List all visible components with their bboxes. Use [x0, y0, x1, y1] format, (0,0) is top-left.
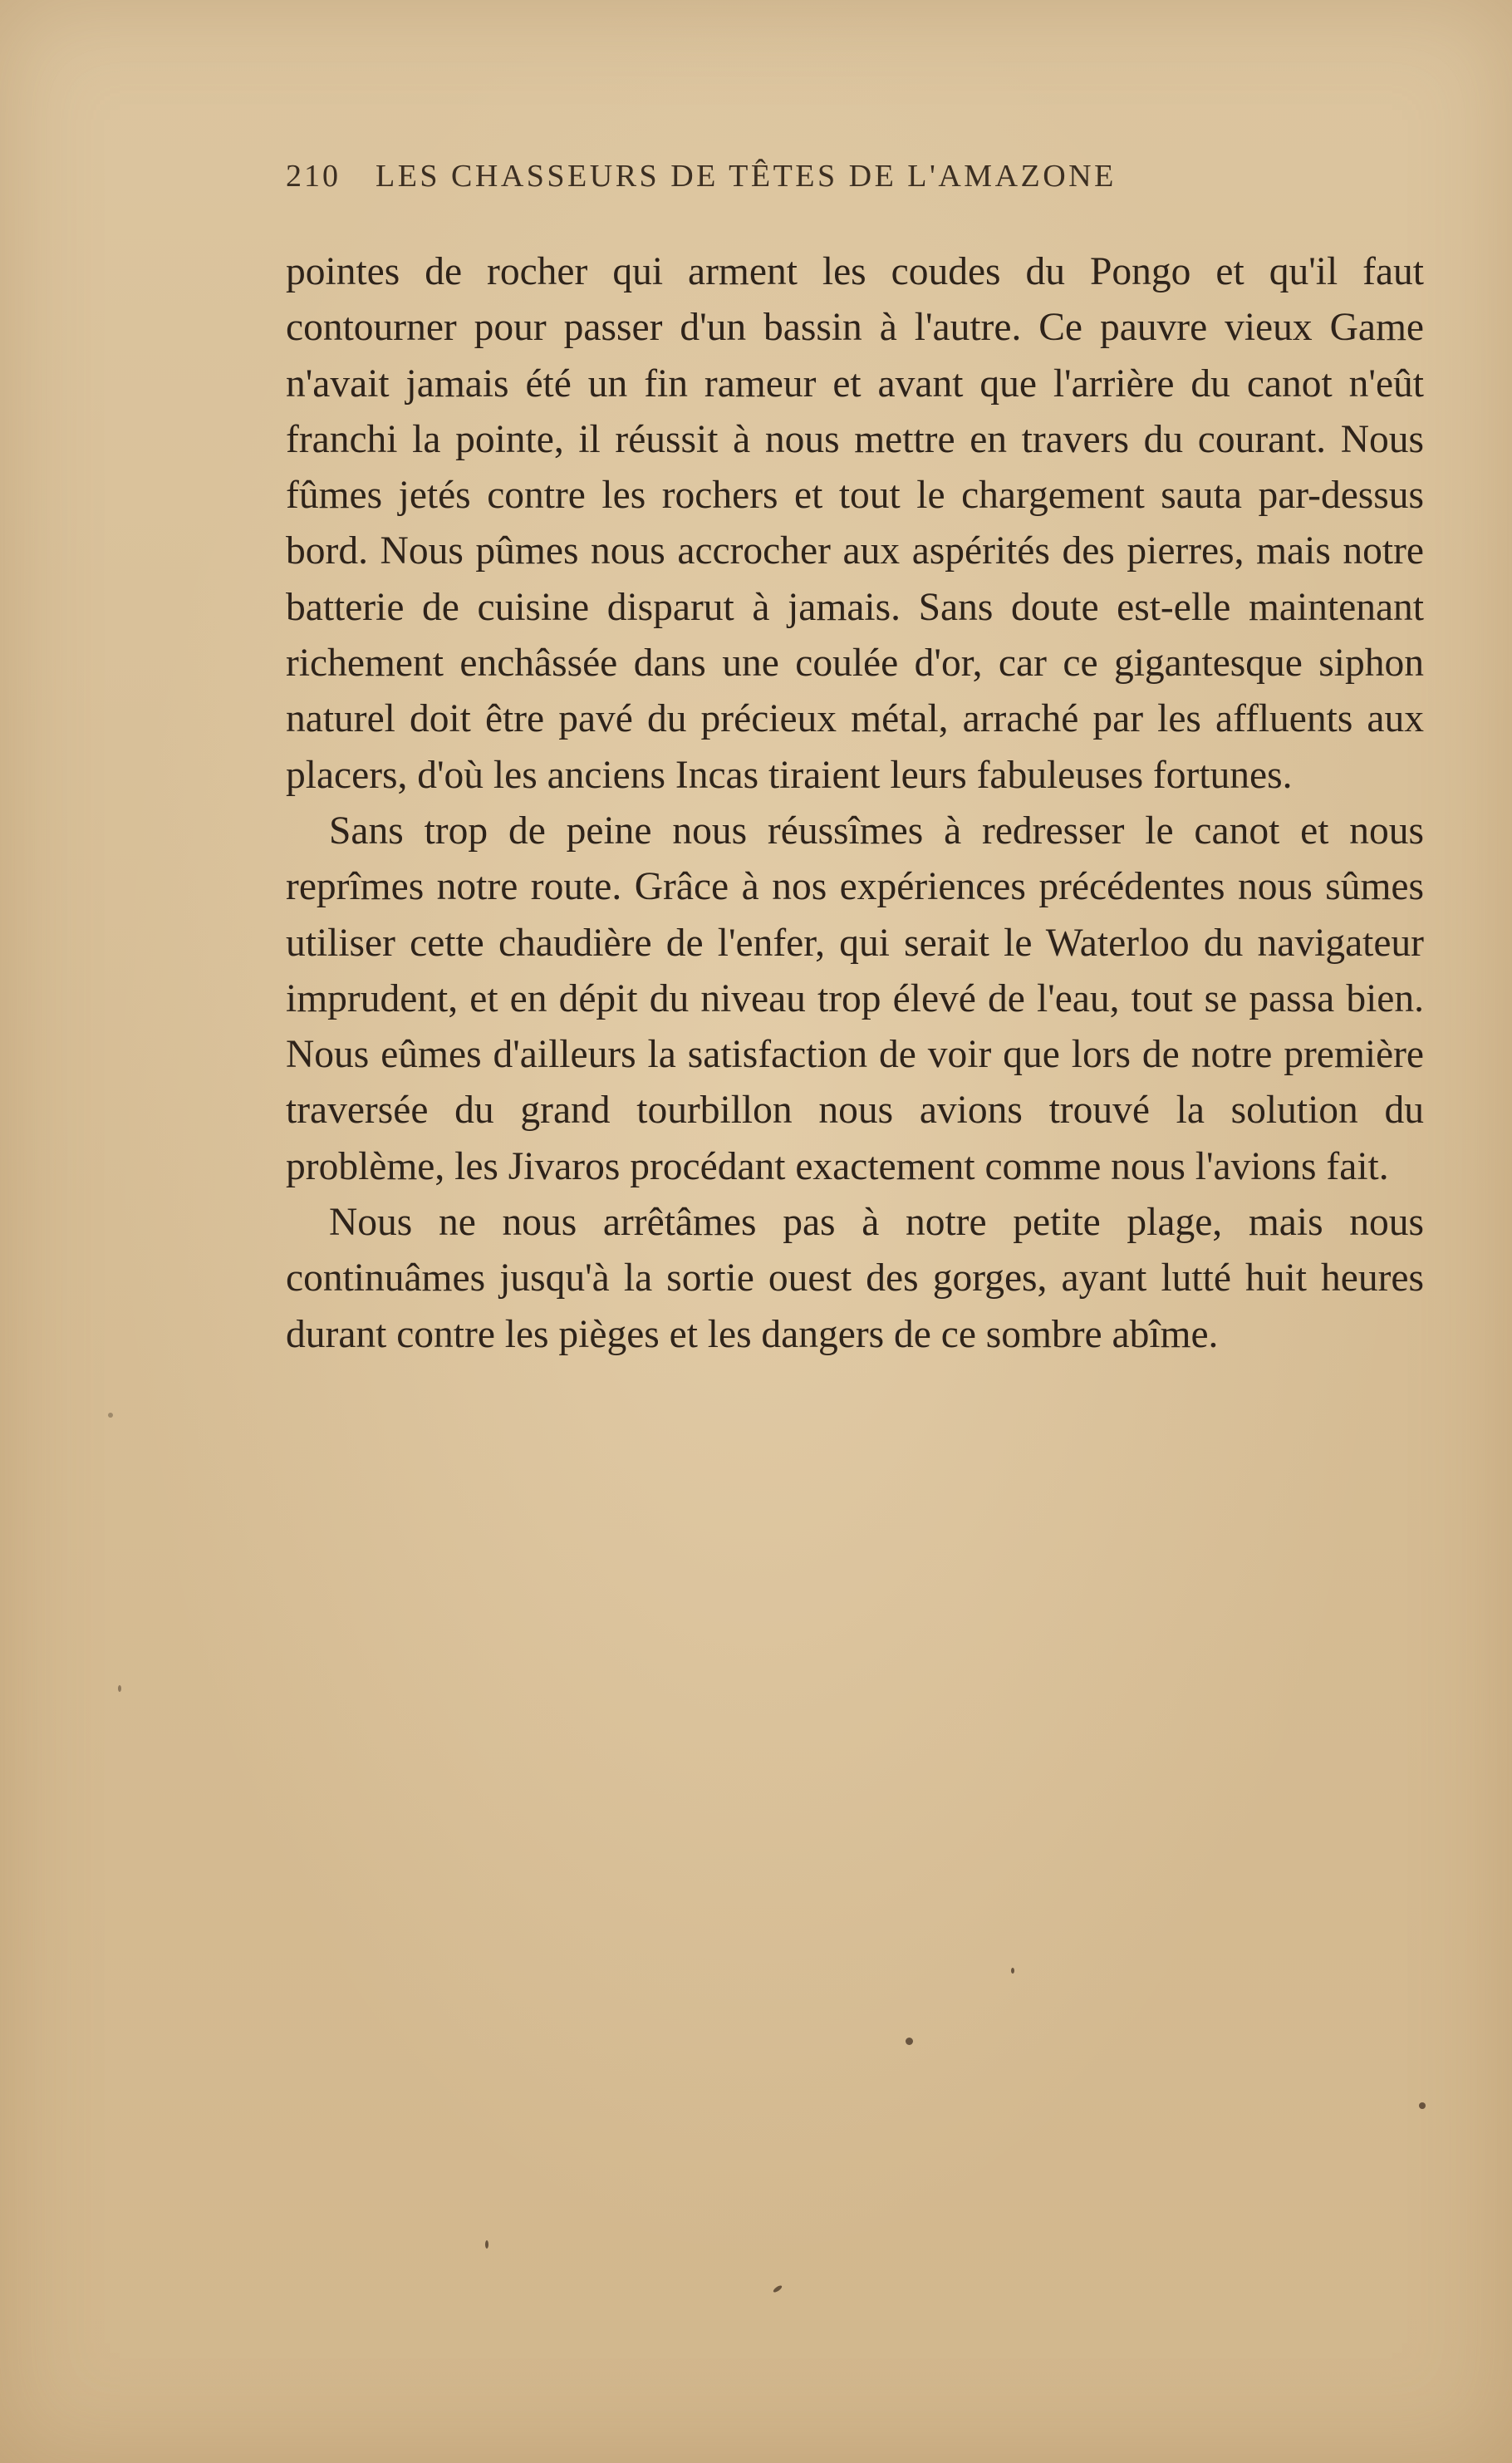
paper-speck: [1011, 1968, 1014, 1974]
body-text: [286, 244, 1424, 1363]
paper-speck: [1419, 2102, 1426, 2109]
running-head: [286, 158, 1316, 194]
book-title: LES CHASSEURS DE TÊTES DE L'AMAZONE: [376, 159, 1117, 194]
paragraph-1: pointes de rocher qui arment les coudes du Pongo et qu'il faut contourner pour passer d'un bassin à l'autre. Ce pauvre vieux Game n'avait jamais été un fin rameur et avant que l'arrière du canot n'eût franchi la pointe, il réussit à nous mettre en travers du courant. Nous fûmes jetés contre les rochers et tout le chargement sauta par-dessus bord. Nous pûmes nous accrocher aux aspérités des pierres, mais notre batterie de cuisine disparut à jamais. Sans doute est-elle maintenant richement enchâssée dans une coulée d'or, car ce gigantesque siphon naturel doit être pavé du précieux métal, arraché par les affluents aux placers, d'où les anciens Incas tiraient leurs fabuleuses fortunes.: [286, 250, 1424, 797]
paper-speck: [906, 2038, 913, 2045]
paper-speck: [773, 2284, 783, 2293]
paragraph-3: Nous ne nous arrêtâmes pas à notre petite plage, mais nous continuâmes jusqu'à la sortie ouest des gorges, ayant lutté huit heures durant contre les pièges et les dangers de ce sombre abîme.: [286, 1201, 1424, 1356]
paper-speck: [108, 1413, 113, 1418]
paper-speck: [118, 1685, 121, 1692]
paper-speck: [485, 2240, 488, 2249]
paragraph-2: Sans trop de peine nous réussîmes à redresser le canot et nous reprîmes notre route. Grâce à nos expériences précédentes nous sûmes utiliser cette chaudière de l'enfer, qui serait le Waterloo du navigateur imprudent, et en dépit du niveau trop élevé de l'eau, tout se passa bien. Nous eûmes d'ailleurs la satisfaction de voir que lors de notre première traversée du grand tourbillon nous avions trouvé la solution du problème, les Jivaros procédant exactement comme nous l'avions fait.: [286, 809, 1424, 1188]
page-number: 210: [286, 159, 341, 194]
